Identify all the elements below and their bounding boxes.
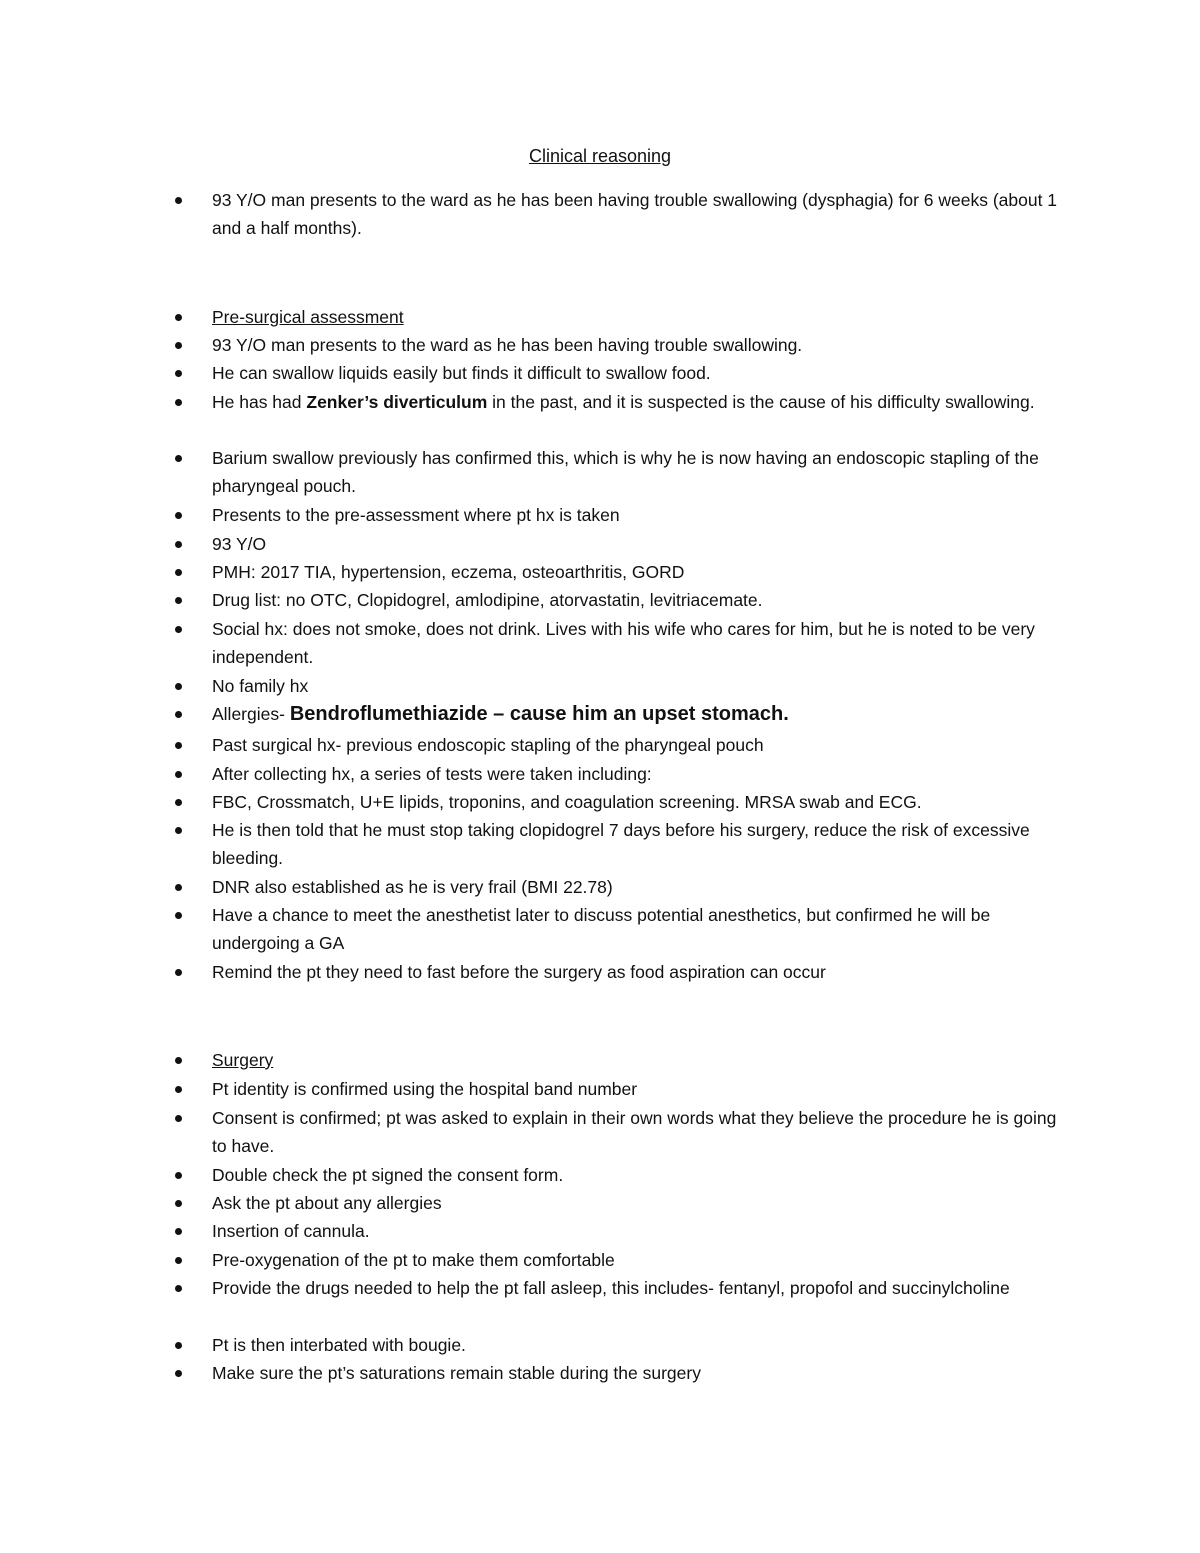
presurgical-heading: Pre-surgical assessment [212,307,404,327]
allergy-bold-text: Bendroflumethiazide – cause him an upset stomach. [289,703,789,725]
list-item-text: He has had [212,392,307,412]
bullet-icon [175,1257,182,1264]
list-item [212,1161,1072,1189]
list-item-text: Pre-oxygenation of the pt to make them comfortable [212,1250,615,1270]
list-item [212,1246,1072,1274]
bullet-icon [175,1086,182,1093]
list-item [212,359,1072,387]
list-item-text: PMH: 2017 TIA, hypertension, eczema, osteoarthritis, GORD [212,562,685,582]
list-item [212,700,1072,728]
bullet-icon [175,742,182,749]
bullet-icon [175,197,182,204]
bullet-icon [175,969,182,976]
list-item [212,331,1072,359]
list-item-text: Insertion of cannula. [212,1221,370,1241]
list-item [212,586,1072,614]
bullet-icon [175,541,182,548]
list-item [212,1189,1072,1217]
list-item [212,501,1072,529]
bullet-icon [175,370,182,377]
bullet-icon [175,1342,182,1349]
bullet-icon [175,711,182,718]
bullet-icon [175,771,182,778]
list-item [212,731,1072,759]
list-item [212,1274,1072,1302]
bullet-icon [175,1172,182,1179]
document-title: Clinical reasoning [528,146,672,166]
list-item [212,901,1072,958]
bullet-icon [175,569,182,576]
bullet-icon [175,1285,182,1292]
list-item-text: Remind the pt they need to fast before the surgery as food aspiration can occur [212,962,826,982]
list-item-text: 93 Y/O man presents to the ward as he has been having trouble swallowing. [212,335,803,355]
list-item-text: FBC, Crossmatch, U+E lipids, troponins, and coagulation screening. MRSA swab and ECG. [212,792,922,812]
list-item-text: Barium swallow previously has confirmed this, which is why he is now having an endoscopic stapling of the pharyngeal pouch. [212,448,1039,497]
list-item [212,1217,1072,1245]
bullet-icon [175,342,182,349]
list-item [212,186,1072,243]
list-item [212,873,1072,901]
surgery-heading: Surgery [212,1050,274,1070]
bullet-icon [175,1370,182,1377]
bullet-icon [175,314,182,321]
section-heading-surgery [212,1046,1072,1074]
bullet-icon [175,912,182,919]
bullet-icon [175,884,182,891]
bullet-icon [175,1057,182,1064]
list-item [212,530,1072,558]
bullet-icon [175,597,182,604]
bullet-icon [175,827,182,834]
bullet-icon [175,1115,182,1122]
list-item [212,788,1072,816]
bullet-icon [175,512,182,519]
list-item-text: Ask the pt about any allergies [212,1193,442,1213]
list-item [212,760,1072,788]
list-item-text: DNR also established as he is very frail (BMI 22.78) [212,877,613,897]
list-item-text: After collecting hx, a series of tests were taken including: [212,764,652,784]
list-item-text: No family hx [212,676,309,696]
list-item-text: Have a chance to meet the anesthetist later to discuss potential anesthetics, but confirmed he will be undergoing a GA [212,905,991,954]
bullet-icon [175,626,182,633]
list-item-text: He is then told that he must stop taking clopidogrel 7 days before his surgery, reduce the risk of excessive bleeding. [212,820,1030,869]
list-item [212,444,1072,501]
bullet-icon [175,1228,182,1235]
list-item-text: 93 Y/O [212,534,267,554]
list-item [212,958,1072,986]
list-item [212,1331,1072,1359]
list-item-text: Presents to the pre-assessment where pt hx is taken [212,505,620,525]
list-item [212,1104,1072,1161]
list-item [212,1075,1072,1103]
bullet-icon [175,455,182,462]
bold-term: Zenker’s diverticulum [306,392,488,412]
list-item-text: 93 Y/O man presents to the ward as he has been having trouble swallowing (dysphagia) for 6 weeks (about 1 and a half months). [212,190,1058,239]
list-item-text: Pt identity is confirmed using the hospital band number [212,1079,638,1099]
list-item-text: Make sure the pt’s saturations remain stable during the surgery [212,1363,701,1383]
list-item-text: Consent is confirmed; pt was asked to explain in their own words what they believe the procedure he is going to have. [212,1108,1057,1157]
list-item-text: Allergies- [212,704,290,724]
list-item-text: Social hx: does not smoke, does not drink. Lives with his wife who cares for him, but he is noted to be very independent. [212,619,1035,668]
list-item [212,615,1072,672]
bullet-icon [175,683,182,690]
list-item-text: in the past, and it is suspected is the cause of his difficulty swallowing. [487,392,1035,412]
list-item-text: Pt is then interbated with bougie. [212,1335,466,1355]
list-item-text: Past surgical hx- previous endoscopic stapling of the pharyngeal pouch [212,735,764,755]
section-heading-presurgical [212,303,1072,331]
bullet-icon [175,799,182,806]
list-item [212,816,1072,873]
list-item [212,388,1072,416]
list-item [212,1359,1072,1387]
list-item-text: He can swallow liquids easily but finds it difficult to swallow food. [212,363,711,383]
list-item-text: Double check the pt signed the consent form. [212,1165,564,1185]
bullet-icon [175,399,182,406]
bullet-icon [175,1200,182,1207]
list-item [212,672,1072,700]
list-item-text: Provide the drugs needed to help the pt fall asleep, this includes- fentanyl, propofol and succinylcholine [212,1278,1010,1298]
list-item-text: Drug list: no OTC, Clopidogrel, amlodipine, atorvastatin, levitriacemate. [212,590,763,610]
list-item [212,558,1072,586]
